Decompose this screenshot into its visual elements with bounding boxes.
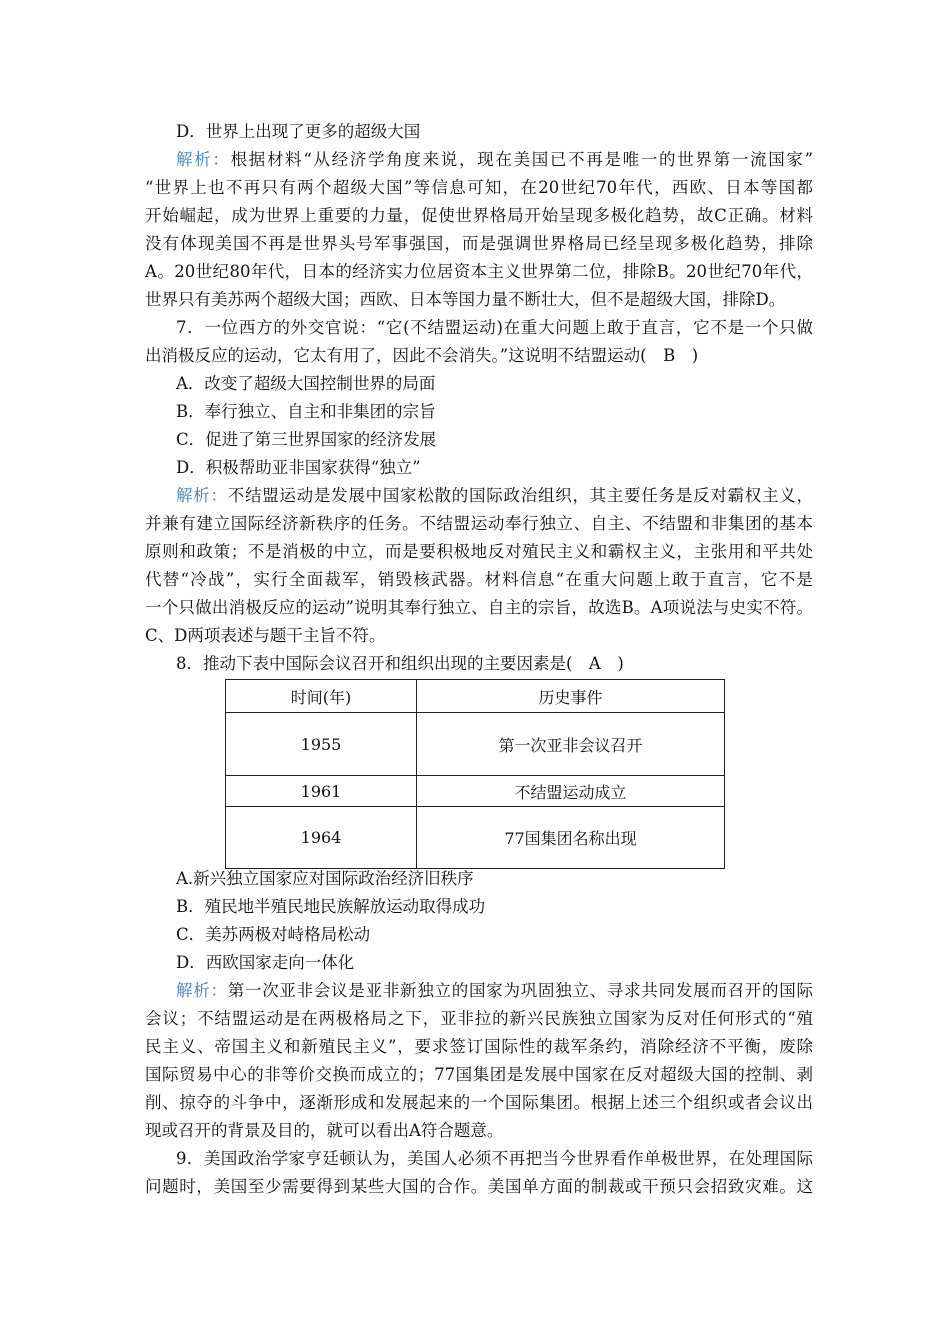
q7-analysis-line-1: 解析：不结盟运动是发展中国家松散的国际政治组织，其主要任务是反对霸权主义，: [176, 486, 814, 505]
q9-stem-line-2: 问题时，美国至少需要得到某些大国的合作。美国单方面的制裁或干预只会招致灾难。这: [145, 1177, 813, 1196]
q7-analysis-line-5: 一个只做出消极反应的运动”说明其奉行独立、自主的宗旨，故选B。A项说法与史实不符。: [145, 598, 813, 617]
q7-option-c: C．促进了第三世界国家的经济发展: [176, 430, 437, 449]
table-row: [226, 807, 725, 869]
q7-analysis-line-6: C、D两项表述与题干主旨不符。: [145, 626, 386, 645]
q7-analysis-line-4: 代替“冷战”，实行全面裁军，销毁核武器。材料信息“在重大问题上敢于直言，它不是: [145, 570, 813, 589]
q7-stem-line-2: 出消极反应的运动，它太有用了，因此不会消失。”这说明不结盟运动( B ): [145, 346, 699, 365]
q8-option-a: A.新兴独立国家应对国际政治经济旧秩序: [176, 869, 474, 888]
table-cell: 1961: [226, 776, 417, 807]
analysis-label: 解析：: [176, 150, 231, 169]
analysis-label: 解析：: [176, 486, 228, 505]
q6-analysis-line-1: 解析：根据材料“从经济学角度来说，现在美国已不再是唯一的世界第一流国家”: [176, 150, 814, 169]
q7-analysis-line-2: 并兼有建立国际经济新秩序的任务。不结盟运动奉行独立、自主、不结盟和非集团的基本: [145, 514, 813, 533]
q6-analysis-line-2: “世界上也不再只有两个超级大国”等信息可知，在20世纪70年代，西欧、日本等国都: [145, 178, 813, 197]
q7-option-a: A．改变了超级大国控制世界的局面: [176, 374, 436, 393]
q8-option-c: C．美苏两极对峙格局松动: [176, 925, 371, 944]
q7-option-d: D．积极帮助亚非国家获得“独立”: [176, 458, 421, 477]
table-header-cell: 时间(年): [226, 680, 417, 713]
q8-analysis-line-5: 削、掠夺的斗争中，逐渐形成和发展起来的一个国际集团。根据上述三个组织或者会议出: [145, 1093, 813, 1112]
q9-stem-line-1: 9．美国政治学家亨廷顿认为，美国人必须不再把当今世界看作单极世界，在处理国际: [176, 1149, 813, 1168]
table-header-row: [226, 680, 725, 713]
table-row: [226, 776, 725, 807]
q6-analysis-line-5: A。20世纪80年代，日本的经济实力位居资本主义世界第二位，排除B。20世纪70年代，: [145, 262, 813, 281]
q6-option-d: D．世界上出现了更多的超级大国: [176, 122, 421, 141]
q8-stem: 8．推动下表中国际会议召开和组织出现的主要因素是( A ): [176, 654, 624, 673]
q8-analysis-line-3: 民主义、帝国主义和新殖民主义”，要求签订国际性的裁军条约，消除经济不平衡，废除: [145, 1037, 813, 1056]
q6-analysis-line-6: 世界只有美苏两个超级大国；西欧、日本等国力量不断壮大，但不是超级大国，排除D。: [145, 290, 786, 309]
q8-analysis-line-4: 国际贸易中心的非等价交换而成立的；77国集团是发展中国家在反对超级大国的控制、剥: [145, 1065, 813, 1084]
q6-analysis-line-4: 没有体现美国不再是世界头号军事强国，而是强调世界格局已经呈现多极化趋势，排除: [145, 234, 813, 253]
q8-analysis-line-6: 现或召开的背景及目的，就可以看出A符合题意。: [145, 1121, 504, 1140]
q8-option-b: B．殖民地半殖民地民族解放运动取得成功: [176, 897, 486, 916]
table-cell: 1964: [226, 807, 417, 869]
table-cell: 77国集团名称出现: [417, 807, 725, 869]
q7-analysis-line-3: 原则和政策；不是消极的中立，而是要积极地反对殖民主义和霸权主义，主张用和平共处: [145, 542, 813, 561]
q8-analysis-line-2: 会议；不结盟运动是在两极格局之下，亚非拉的新兴民族独立国家为反对任何形式的“殖: [145, 1009, 813, 1028]
table-cell: 第一次亚非会议召开: [417, 713, 725, 776]
q6-analysis-line-3: 开始崛起，成为世界上重要的力量，促使世界格局开始呈现多极化趋势，故C正确。材料: [145, 206, 813, 225]
events-table: [225, 679, 725, 869]
q7-option-b: B．奉行独立、自主和非集团的宗旨: [176, 402, 436, 421]
table-row: [226, 713, 725, 776]
q8-analysis-line-1: 解析：第一次亚非会议是亚非新独立的国家为巩固独立、寻求共同发展而召开的国际: [176, 981, 814, 1000]
table-cell: 不结盟运动成立: [417, 776, 725, 807]
table-header-cell: 历史事件: [417, 680, 725, 713]
analysis-label: 解析：: [176, 981, 228, 1000]
q8-option-d: D．西欧国家走向一体化: [176, 953, 355, 972]
table-cell: 1955: [226, 713, 417, 776]
q7-stem-line-1: 7．一位西方的外交官说：“它(不结盟运动)在重大问题上敢于直言，它不是一个只做: [176, 318, 813, 337]
